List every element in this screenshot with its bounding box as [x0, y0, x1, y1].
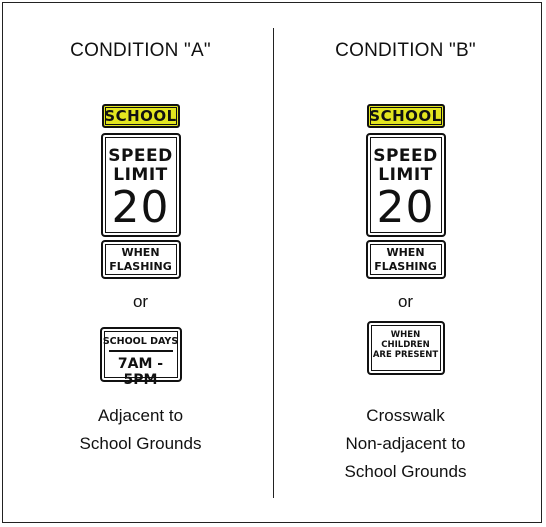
speed-limit-sign: [101, 133, 181, 237]
children-line-3: ARE PRESENT: [372, 350, 439, 360]
desc-line-2: School Grounds: [79, 434, 202, 453]
school-plaque: SCHOOL: [102, 104, 180, 128]
limit-label: LIMIT: [378, 165, 433, 185]
flash-line-1: WHEN: [386, 246, 425, 259]
children-present-plaque: [367, 321, 445, 375]
desc-line-1: Crosswalk: [366, 406, 445, 425]
children-line-2: CHILDREN: [381, 340, 430, 350]
speed-label: SPEED: [108, 146, 173, 166]
limit-label: LIMIT: [113, 165, 168, 185]
condition-a-description: [4, 402, 277, 458]
school-days-label: SCHOOL DAYS: [102, 336, 179, 347]
condition-b-heading: CONDITION "B": [335, 40, 476, 61]
condition-b-description: [269, 402, 542, 486]
flash-line-1: WHEN: [121, 246, 160, 259]
desc-line-2: Non-adjacent to: [345, 434, 466, 453]
or-separator: or: [397, 292, 414, 311]
condition-a-heading: CONDITION "A": [70, 40, 211, 61]
condition-b-column: [269, 0, 542, 527]
speed-value: 20: [376, 182, 435, 233]
children-line-1: WHEN: [390, 330, 421, 340]
school-days-time: 7AM - 5PM: [117, 356, 164, 388]
desc-line-3: School Grounds: [344, 462, 467, 481]
speed-value: 20: [111, 182, 170, 233]
when-flashing-plaque: [101, 240, 181, 279]
condition-a-column: [4, 0, 277, 527]
when-flashing-plaque: [366, 240, 446, 279]
speed-label: SPEED: [373, 146, 438, 166]
flash-line-2: FLASHING: [109, 260, 172, 273]
or-separator: or: [132, 292, 149, 311]
school-plaque: SCHOOL: [367, 104, 445, 128]
plaque-rule: [109, 350, 173, 352]
school-days-plaque: [100, 327, 182, 388]
desc-line-1: Adjacent to: [97, 406, 184, 425]
flash-line-2: FLASHING: [374, 260, 437, 273]
speed-limit-sign: [366, 133, 446, 237]
